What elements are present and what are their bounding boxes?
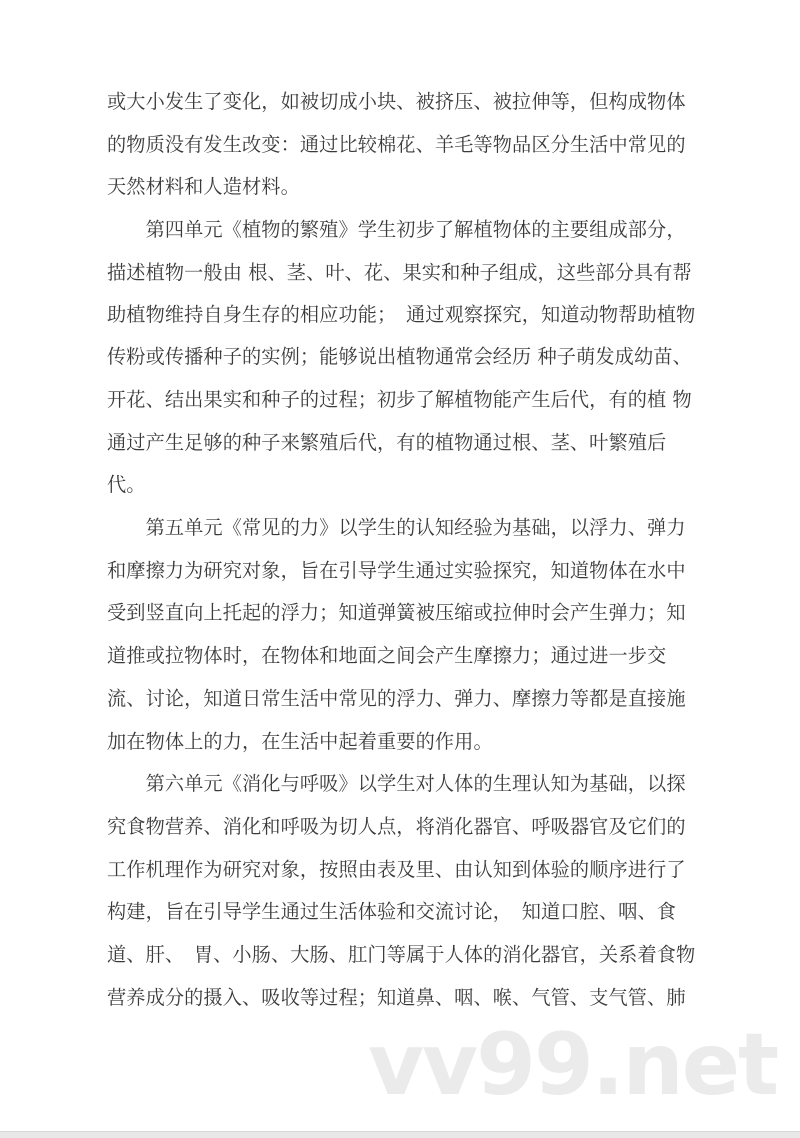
- paragraph-start-line: 第四单元《植物的繁殖》学生初步了解植物体的主要组成部分，: [107, 218, 686, 241]
- text-line: 道推或拉物体时，在物体和地面之间会产生摩擦力；通过进一步交: [107, 644, 667, 667]
- watermark: vv99.net: [368, 1015, 778, 1115]
- text-line: 和摩擦力为研究对象，旨在引导学生通过实验探究，知道物体在水中: [107, 559, 686, 582]
- text-line: 开花、结出果实和种子的过程；初步了解植物能产生后代，有的植 物: [107, 388, 692, 411]
- text-line: 描述植物一般由 根、茎、叶、花、果实和种子组成，这些部分具有帮: [107, 261, 692, 284]
- text-line: 道、肝、 胃、小肠、大肠、肛门等属于人体的消化器官，关系着食物: [107, 943, 696, 966]
- text-line: 天然材料和人造材料。: [107, 175, 300, 198]
- paragraph-start-line: 第五单元《常见的力》以学生的认知经验为基础，以浮力、弹力: [107, 516, 686, 539]
- text-line: 的物质没有发生改变：通过比较棉花、羊毛等物品区分生活中常见的: [107, 133, 686, 156]
- text-line: 代。: [107, 473, 146, 496]
- text-line: 营养成分的摄入、吸收等过程；知道鼻、咽、喉、气管、支气管、肺: [107, 986, 686, 1009]
- text-line: 受到竖直向上托起的浮力；知道弹簧被压缩或拉伸时会产生弹力；知: [107, 601, 686, 624]
- text-line: 流、讨论，知道日常生活中常见的浮力、弹力、摩擦力等都是直接施: [107, 687, 686, 710]
- paragraph-start-line: 第六单元《消化与呼吸》以学生对人体的生理认知为基础，以探: [107, 772, 686, 795]
- text-line: 传粉或传播种子的实例；能够说出植物通常会经历 种子萌发成幼苗、: [107, 345, 692, 368]
- text-line: 通过产生足够的种子来繁殖后代，有的植物通过根、茎、叶繁殖后: [107, 431, 667, 454]
- text-line: 加在物体上的力，在生活中起着重要的作用。: [107, 730, 493, 753]
- text-line: 工作机理作为研究对象，按照由表及里、由认知到体验的顺序进行了: [107, 858, 686, 881]
- text-line: 或大小发生了变化，如被切成小块、被挤压、被拉伸等，但构成物体: [107, 90, 686, 113]
- text-line: 助植物维持自身生存的相应功能； 通过观察探究，知道动物帮助植物: [107, 303, 696, 326]
- text-line: 究食物营养、消化和呼吸为切人点，将消化器官、呼吸器官及它们的: [107, 815, 686, 838]
- text-line: 构建，旨在引导学生通过生活体验和交流讨论， 知道口腔、咽、食: [107, 900, 677, 923]
